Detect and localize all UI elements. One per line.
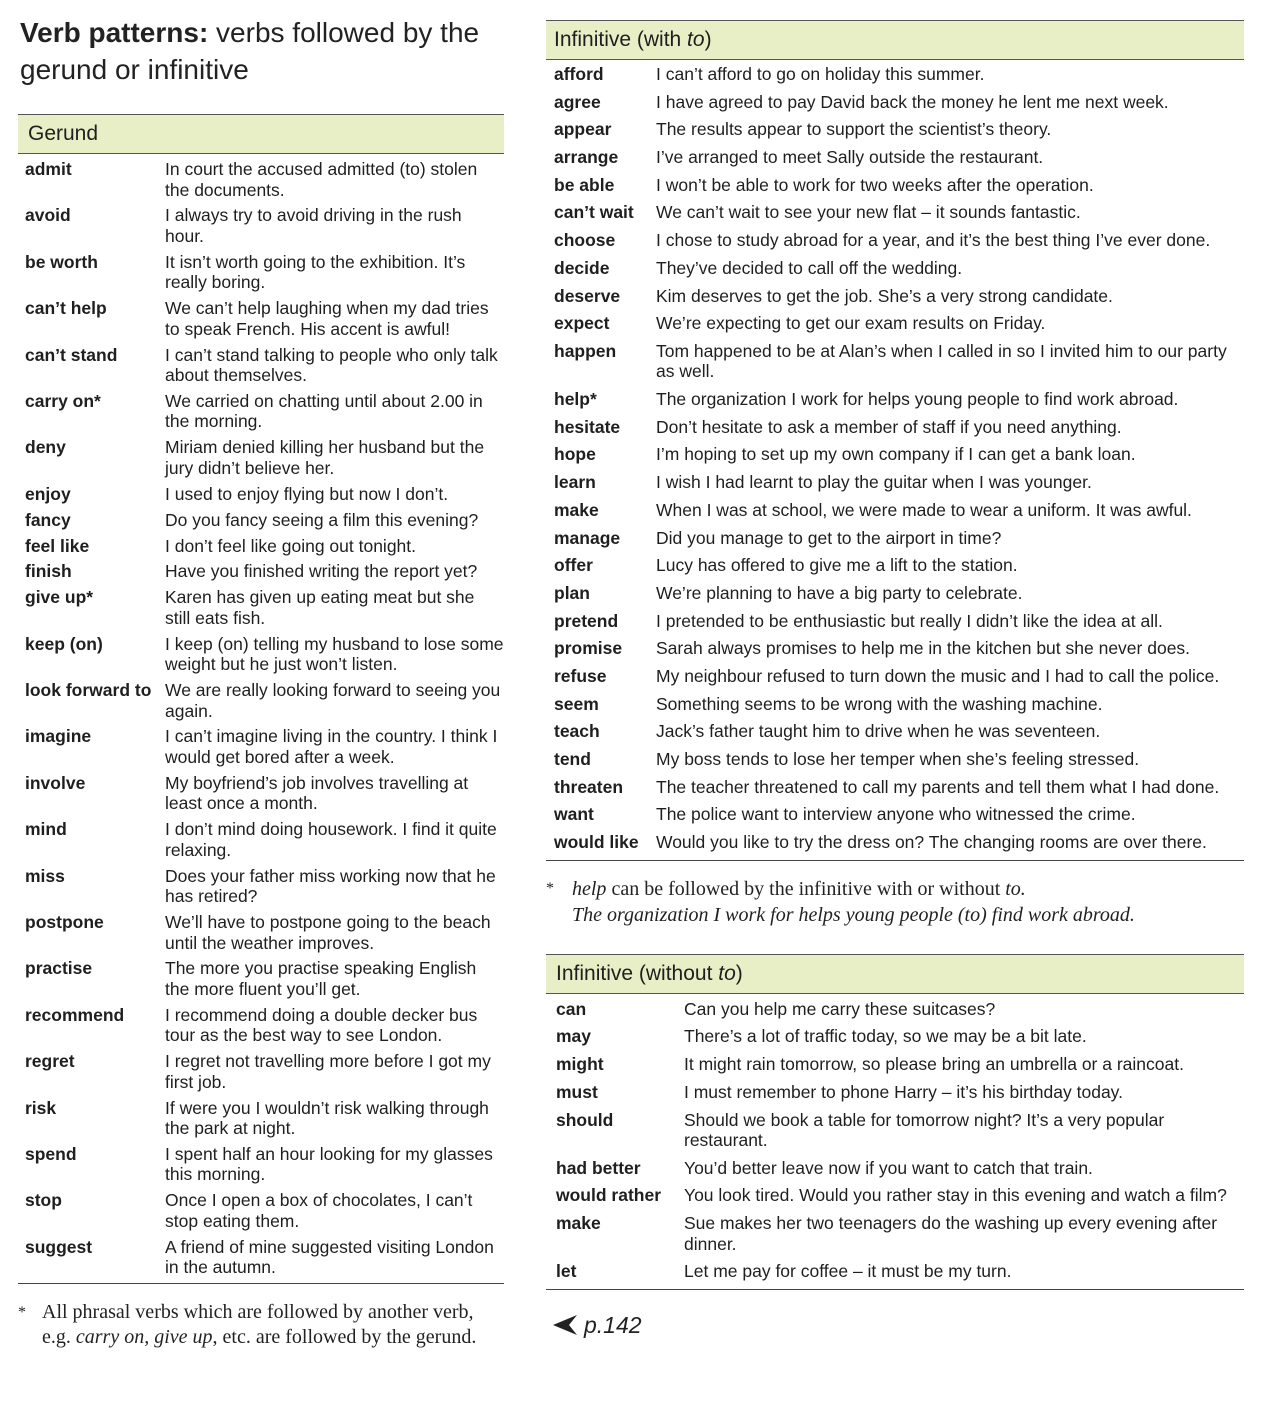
example-cell: You’d better leave now if you want to catch that train. (684, 1157, 1093, 1178)
table-row (546, 417, 1244, 445)
footnote-text-2: , etc. are followed by the gerund. (212, 1326, 477, 1349)
example-cell: I always try to avoid driving in the rush hour. (165, 205, 462, 246)
verb-cell: expect (554, 313, 610, 334)
example-cell: We carried on chatting until about 2.00 in the morning. (165, 390, 483, 432)
table-row (546, 749, 1244, 777)
verb-cell: can’t help (25, 298, 107, 319)
example-cell: Have you finished writing the report yet? (165, 561, 478, 582)
table-row (18, 634, 504, 680)
example-cell: We’re expecting to get our exam results on Friday. (656, 313, 1046, 334)
inf-header-close: ) (704, 28, 712, 51)
verb-cell: risk (25, 1097, 57, 1118)
example-cell: You look tired. Would you rather stay in this evening and watch a film? (684, 1185, 1227, 1206)
gerund-section-header: Gerund (18, 114, 504, 154)
footnote-text-1: All phrasal verbs which are followed by another verb, e.g. (42, 1301, 474, 1349)
example-cell: We’re planning to have a big party to celebrate. (656, 582, 1023, 603)
table-row (18, 587, 504, 633)
example-cell: Sue makes her two teenagers do the washing up every evening after dinner. (684, 1213, 1218, 1254)
verb-cell: might (556, 1054, 604, 1075)
title-rest: verbs followed by the gerund or infinitive (20, 17, 480, 85)
table-row (18, 819, 504, 865)
table-row (546, 230, 1244, 258)
table-row (18, 205, 504, 251)
example-cell: My boss tends to lose her temper when she’s feeling stressed. (656, 749, 1140, 769)
table-row (546, 832, 1244, 860)
example-cell: Miriam denied killing her husband but the jury didn’t believe her. (165, 437, 485, 478)
table-row (18, 1237, 504, 1283)
example-cell: The organization I work for helps young people to find work abroad. (656, 389, 1179, 410)
verb-cell: suggest (25, 1236, 93, 1257)
table-row (546, 175, 1244, 203)
table-row (18, 536, 504, 562)
title-bold: Verb patterns: (20, 17, 209, 48)
table-row (546, 1110, 1244, 1158)
example-cell: I’m hoping to set up my own company if I can get a bank loan. (656, 444, 1136, 465)
table-row (546, 666, 1244, 694)
table-row (546, 1158, 1244, 1186)
verb-cell: hesitate (554, 416, 621, 437)
table-row (546, 500, 1244, 528)
example-cell: I pretended to be enthusiastic but really I didn’t like the idea at all. (656, 610, 1163, 631)
verb-cell: may (556, 1026, 592, 1047)
table-row (18, 1005, 504, 1051)
example-cell: There’s a lot of traffic today, so we may be a bit late. (684, 1026, 1087, 1047)
verb-cell: can’t wait (554, 202, 634, 223)
noto-header-close: ) (735, 961, 743, 985)
help-footnote-line-2: The organization I work for helps young people (to) find work abroad. (572, 903, 1135, 926)
verb-cell: promise (554, 638, 623, 659)
to-word: to. (1005, 877, 1026, 900)
verb-cell: regret (25, 1051, 75, 1072)
page-title (20, 14, 504, 88)
example-cell: The police want to interview anyone who witnessed the crime. (656, 804, 1136, 825)
infinitive-with-to-table (546, 64, 1244, 860)
help-footnote-line-1 (572, 876, 1244, 902)
table-row (18, 484, 504, 510)
verb-cell: seem (554, 693, 599, 714)
verb-cell: make (556, 1213, 601, 1234)
verb-cell: give up* (25, 587, 94, 608)
table-row (546, 1026, 1244, 1054)
table-row (546, 999, 1244, 1027)
verb-cell: would like (554, 832, 639, 853)
verb-cell: plan (554, 582, 590, 603)
table-row (546, 694, 1244, 722)
infinitive-without-to-header (546, 954, 1244, 994)
table-row (18, 1190, 504, 1236)
table-row (546, 583, 1244, 611)
table-row (18, 912, 504, 958)
verb-cell: appear (554, 119, 612, 140)
verb-cell: want (554, 804, 594, 825)
table-row (546, 1261, 1244, 1289)
example-cell: I don’t feel like going out tonight. (165, 535, 417, 556)
example-cell: Lucy has offered to give me a lift to the station. (656, 555, 1018, 576)
infinitive-with-to-body (546, 64, 1244, 860)
verb-cell: can (556, 998, 587, 1019)
table-row (18, 680, 504, 726)
example-cell: Once I open a box of chocolates, I can’t stop eating them. (165, 1190, 473, 1231)
verb-cell: mind (25, 819, 67, 840)
example-cell: Tom happened to be at Alan’s when I called in so I invited him to our party as well. (656, 340, 1227, 382)
example-cell: Do you fancy seeing a film this evening? (165, 509, 479, 530)
verb-cell: happen (554, 340, 617, 361)
inf-header-main: Infinitive (with (554, 28, 688, 51)
table-row (18, 437, 504, 483)
table-row (546, 286, 1244, 314)
example-cell: The more you practise speaking English the more fluent you’ll get. (165, 958, 477, 999)
infinitive-with-to-bottom-rule (546, 860, 1244, 861)
table-row (546, 1054, 1244, 1082)
table-row (18, 298, 504, 344)
verb-cell: let (556, 1261, 577, 1282)
help-footnote-star: * (546, 879, 554, 897)
table-row (546, 92, 1244, 120)
table-row (546, 64, 1244, 92)
example-cell: A friend of mine suggested visiting London in the autumn. (165, 1236, 494, 1278)
example-cell: I must remember to phone Harry – it’s his birthday today. (684, 1081, 1123, 1102)
verb-cell: can’t stand (25, 344, 118, 365)
noto-header-italic: to (718, 961, 736, 985)
example-cell: I keep (on) telling my husband to lose some weight but he just won’t listen. (165, 633, 504, 675)
verb-cell: miss (25, 865, 65, 886)
verb-cell: arrange (554, 147, 619, 168)
table-row (546, 472, 1244, 500)
table-row (18, 345, 504, 391)
verb-cell: would rather (556, 1185, 662, 1206)
infinitive-with-to-header (546, 20, 1244, 60)
help-footnote (546, 876, 1244, 928)
infinitive-without-to-body (546, 999, 1244, 1289)
verb-cell: tend (554, 749, 591, 769)
verb-cell: refuse (554, 665, 607, 686)
table-row (546, 777, 1244, 805)
table-row (546, 1213, 1244, 1261)
example-cell: Sarah always promises to help me in the kitchen but she never does. (656, 638, 1191, 659)
page-reference-text: p.142 (584, 1311, 642, 1338)
example-cell: We can’t wait to see your new flat – it sounds fantastic. (656, 202, 1081, 223)
table-row (546, 555, 1244, 583)
example-cell: I won’t be able to work for two weeks after the operation. (656, 174, 1094, 195)
example-cell: I can’t afford to go on holiday this summer. (656, 64, 985, 84)
table-row (546, 147, 1244, 175)
table-row (546, 389, 1244, 417)
table-row (18, 1098, 504, 1144)
verb-cell: deny (25, 437, 66, 458)
verb-cell: had better (556, 1157, 641, 1178)
verb-cell: practise (25, 958, 93, 979)
example-cell: In court the accused admitted (to) stolen the documents. (165, 159, 478, 200)
table-row (18, 773, 504, 819)
verb-cell: teach (554, 721, 600, 742)
table-row (18, 958, 504, 1004)
gerund-footnote (18, 1300, 504, 1350)
table-row (546, 119, 1244, 147)
verb-cell: look forward to (25, 680, 152, 701)
table-row (18, 1144, 504, 1190)
help-word: help (572, 877, 607, 900)
example-cell: Kim deserves to get the job. She’s a very strong candidate. (656, 285, 1113, 306)
example-cell: My boyfriend’s job involves travelling at least once a month. (165, 772, 469, 814)
example-cell: If were you I wouldn’t risk walking through the park at night. (165, 1097, 489, 1139)
example-cell: I’ve arranged to meet Sally outside the restaurant. (656, 147, 1044, 168)
page-reference-link[interactable] (546, 1312, 1244, 1339)
table-row (18, 726, 504, 772)
example-cell: Karen has given up eating meat but she still eats fish. (165, 587, 475, 628)
gerund-table (18, 159, 504, 1283)
help-footnote-rest: can be followed by the infinitive with or without (606, 877, 1006, 900)
infinitive-without-to-table (546, 999, 1244, 1289)
table-row (546, 444, 1244, 472)
inf-header-italic: to (687, 28, 705, 51)
verb-cell: involve (25, 772, 86, 793)
table-row (18, 866, 504, 912)
left-column (18, 0, 504, 1350)
example-cell: I wish I had learnt to play the guitar when I was younger. (656, 472, 1092, 493)
example-cell: Let me pay for coffee – it must be my turn. (684, 1261, 1012, 1282)
example-cell: I have agreed to pay David back the money he lent me next week. (656, 91, 1169, 112)
footnote-star: * (18, 1304, 26, 1322)
verb-cell: deserve (554, 285, 621, 306)
footnote-italic: carry on, give up (75, 1326, 213, 1349)
table-row (18, 1051, 504, 1097)
table-row (546, 804, 1244, 832)
verb-cell: threaten (554, 776, 624, 797)
verb-cell: stop (25, 1190, 62, 1211)
example-cell: Jack’s father taught him to drive when he was seventeen. (656, 721, 1101, 742)
table-row (546, 638, 1244, 666)
table-row (546, 721, 1244, 749)
example-cell: Should we book a table for tomorrow night? It’s a very popular restaurant. (684, 1109, 1165, 1150)
verb-cell: learn (554, 472, 596, 493)
verb-cell: be able (554, 174, 615, 195)
verb-cell: postpone (25, 912, 104, 933)
verb-cell: carry on* (25, 390, 101, 411)
infinitive-without-to-bottom-rule (546, 1289, 1244, 1290)
example-cell: I can’t imagine living in the country. I think I would get bored after a week. (165, 726, 498, 767)
example-cell: I chose to study abroad for a year, and it’s the best thing I’ve ever done. (656, 230, 1211, 251)
example-cell: I can’t stand talking to people who only talk about themselves. (165, 344, 498, 386)
example-cell: I used to enjoy flying but now I don’t. (165, 483, 449, 504)
example-cell: Would you like to try the dress on? The changing rooms are over there. (656, 832, 1207, 853)
verb-cell: recommend (25, 1004, 125, 1025)
verb-cell: offer (554, 555, 593, 576)
table-row (18, 391, 504, 437)
example-cell: They’ve decided to call off the wedding. (656, 257, 963, 278)
verb-cell: help* (554, 389, 597, 410)
verb-cell: agree (554, 91, 601, 112)
verb-cell: enjoy (25, 483, 71, 504)
verb-cell: fancy (25, 509, 71, 530)
verb-cell: feel like (25, 535, 90, 556)
right-column (546, 0, 1244, 1339)
verb-cell: should (556, 1109, 614, 1130)
verb-cell: hope (554, 444, 596, 465)
verb-cell: manage (554, 527, 621, 548)
example-cell: We can’t help laughing when my dad tries to speak French. His accent is awful! (165, 298, 489, 339)
example-cell: The results appear to support the scientist’s theory. (656, 119, 1052, 140)
example-cell: I recommend doing a double decker bus tour as the best way to see London. (165, 1004, 478, 1046)
verb-cell: make (554, 499, 599, 520)
table-row (546, 611, 1244, 639)
gerund-bottom-rule (18, 1283, 504, 1284)
example-cell: My neighbour refused to turn down the music and I had to call the police. (656, 665, 1220, 686)
example-cell: Can you help me carry these suitcases? (684, 998, 996, 1019)
table-row (18, 252, 504, 298)
verb-cell: keep (on) (25, 633, 103, 654)
noto-header-main: Infinitive (without (556, 961, 719, 985)
example-cell: Don’t hesitate to ask a member of staff if you need anything. (656, 416, 1122, 437)
example-cell: It might rain tomorrow, so please bring an umbrella or a raincoat. (684, 1054, 1184, 1075)
table-row (546, 1185, 1244, 1213)
table-row (546, 313, 1244, 341)
example-cell: I don’t mind doing housework. I find it quite relaxing. (165, 819, 497, 860)
verb-cell: imagine (25, 726, 92, 747)
example-cell: I regret not travelling more before I got my first job. (165, 1051, 491, 1092)
example-cell: The teacher threatened to call my parents and tell them what I had done. (656, 776, 1220, 797)
verb-cell: be worth (25, 251, 98, 272)
table-row (546, 528, 1244, 556)
example-cell: When I was at school, we were made to wear a uniform. It was awful. (656, 499, 1192, 520)
verb-cell: pretend (554, 610, 619, 631)
table-row (546, 1082, 1244, 1110)
verb-cell: decide (554, 257, 610, 278)
verb-cell: afford (554, 64, 604, 84)
table-row (546, 341, 1244, 389)
example-cell: I spent half an hour looking for my glasses this morning. (165, 1143, 493, 1185)
table-row (18, 510, 504, 536)
arrowhead-left-icon (552, 1314, 578, 1336)
example-cell: Did you manage to get to the airport in time? (656, 527, 1002, 548)
verb-cell: avoid (25, 205, 71, 226)
example-cell: We are really looking forward to seeing you again. (165, 680, 501, 721)
table-row (546, 202, 1244, 230)
verb-cell: must (556, 1081, 598, 1102)
table-row (18, 561, 504, 587)
example-cell: It isn’t worth going to the exhibition. It’s really boring. (165, 251, 466, 293)
example-cell: Something seems to be wrong with the washing machine. (656, 693, 1103, 714)
verb-cell: spend (25, 1143, 77, 1164)
table-row (18, 159, 504, 205)
verb-cell: admit (25, 159, 72, 179)
table-row (546, 258, 1244, 286)
gerund-table-body (18, 159, 504, 1283)
example-cell: We’ll have to postpone going to the beach until the weather improves. (165, 912, 491, 953)
verb-cell: choose (554, 230, 616, 251)
verb-cell: finish (25, 561, 72, 582)
example-cell: Does your father miss working now that he has retired? (165, 865, 496, 907)
